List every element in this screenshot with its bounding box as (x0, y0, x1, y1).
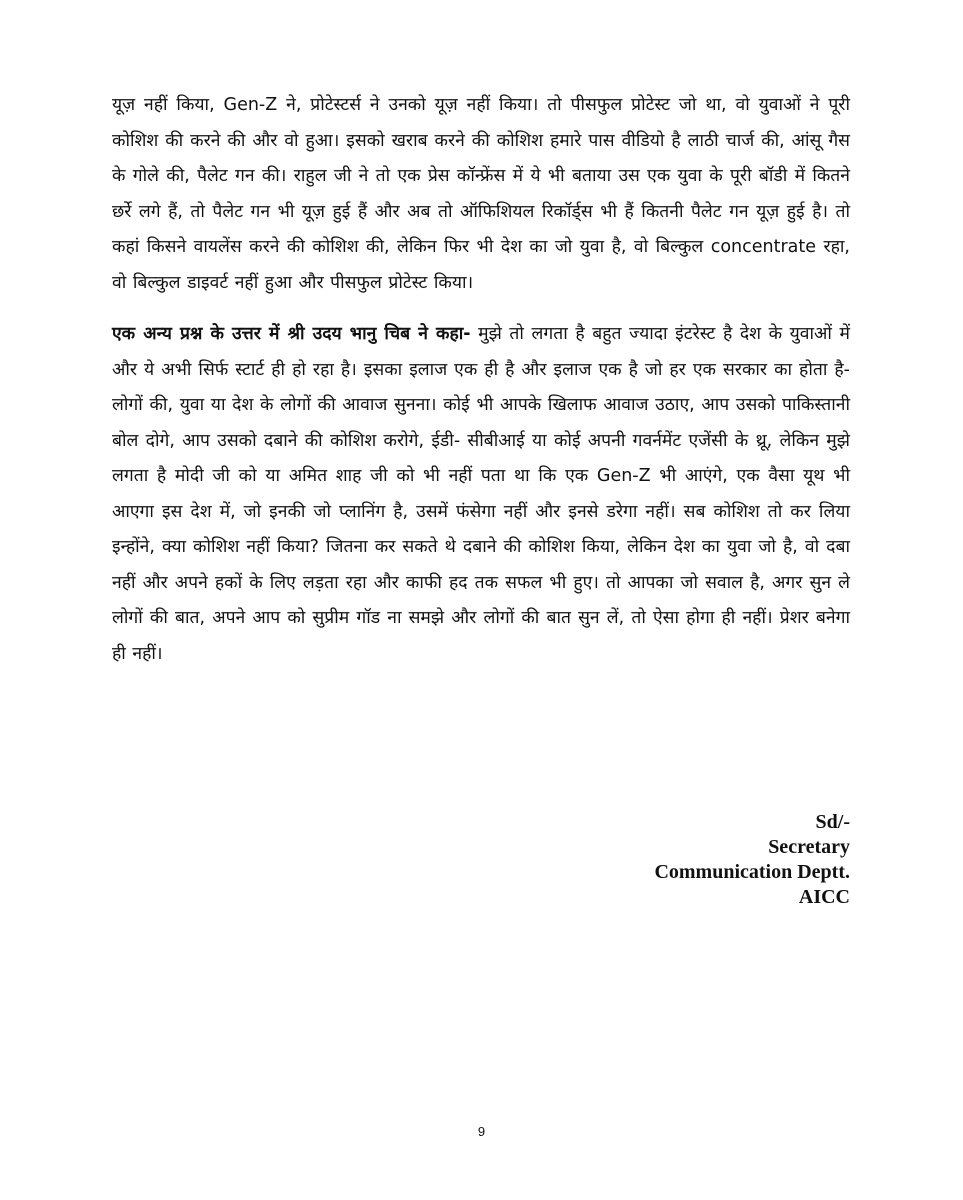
signature-designation: Secretary (768, 836, 850, 858)
signature-sd: Sd/- (815, 811, 850, 833)
signature-department: Communication Deptt. (654, 861, 850, 883)
signature-block (654, 810, 850, 910)
paragraph-2-lead: एक अन्य प्रश्न के उत्तर में श्री उदय भानु चिब ने कहा- (112, 324, 471, 344)
page-number: 9 (477, 1124, 486, 1139)
paragraph-2 (112, 317, 850, 672)
paragraph-2-text: मुझे तो लगता है बहुत ज्यादा इंटरेस्ट है देश के युवाओं में और ये अभी सिर्फ स्टार्ट ही हो रहा है। इसका इलाज एक ही है और इलाज एक है जो हर एक सरकार का होता है- लोगों की, युवा या देश के लोगों की आवाज सुनना। कोई भी आपके खिलाफ आवाज उठाए, आप उसको पाकिस्तानी बोल दोगे, आप उसको दबाने की कोशिश करोगे, ईडी- सीबीआई या कोई अपनी गवर्नमेंट एजेंसी के थ्रू, लेकिन मुझे लगता है मोदी जी को या अमित शाह जी को भी नहीं पता था कि एक Gen-Z भी आएंगे, एक वैसा यूथ भी आएगा इस देश में, जो इनकी जो प्लानिंग है, उसमें फंसेगा नहीं और इनसे डरेगा नहीं। सब कोशिश तो कर लिया इन्होंने, क्या कोशिश नहीं किया? जितना कर सकते थे दबाने की कोशिश किया, लेकिन देश का युवा जो है, वो दबा नहीं और अपने हकों के लिए लड़ता रहा और काफी हद तक सफल भी हुए। तो आपका जो सवाल है, अगर सुन ले लोगों की बात, अपने आप को सुप्रीम गॉड ना समझे और लोगों की बात सुन लें, तो ऐसा होगा ही नहीं। प्रेशर बनेगा ही नहीं। (112, 324, 850, 664)
signature-organization: AICC (798, 886, 850, 908)
paragraph-1 (112, 88, 850, 301)
document-body (112, 88, 850, 672)
paragraph-1-text: यूज़ नहीं किया, Gen-Z ने, प्रोटेस्टर्स ने उनको यूज़ नहीं किया। तो पीसफुल प्रोटेस्ट जो था, वो युवाओं ने पूरी कोशिश की करने की और वो हुआ। इसको खराब करने की कोशिश हमारे पास वीडियो है लाठी चार्ज की, आंसू गैस के गोले की, पैलेट गन की। राहुल जी ने तो एक प्रेस कॉन्फ्रेंस में ये भी बताया उस एक युवा के पूरी बॉडी में कितने छर्रे लगे हैं, तो पैलेट गन भी यूज़ हुई हैं और अब तो ऑफिशियल रिकॉर्ड्स भी हैं कितनी पैलेट गन यूज़ हुई है। तो कहां किसने वायलेंस करने की कोशिश की, लेकिन फिर भी देश का जो युवा है, वो बिल्कुल concentrate रहा, वो बिल्कुल डाइवर्ट नहीं हुआ और पीसफुल प्रोटेस्ट किया। (112, 95, 850, 293)
